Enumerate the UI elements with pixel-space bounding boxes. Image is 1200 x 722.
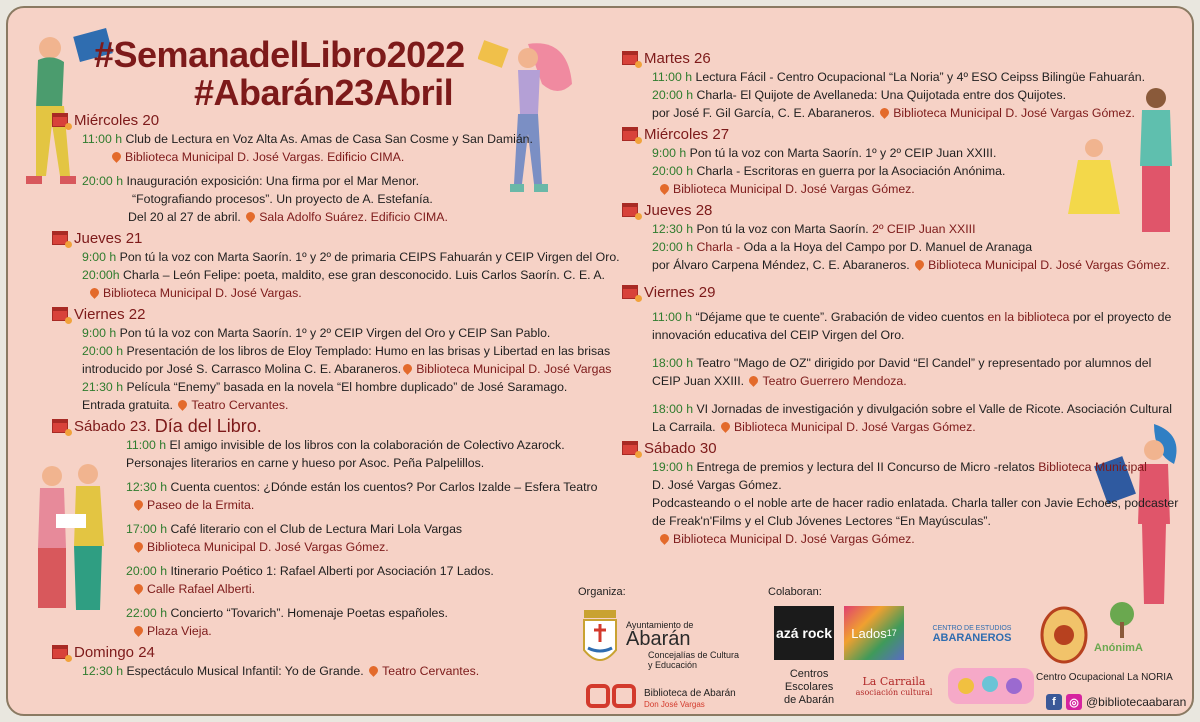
colaboran-label: Colaboran: [768, 586, 822, 598]
event-line: 12:30 h Pon tú la voz con Marta Saorín. 2º CEIP Juan XXIII [652, 222, 976, 236]
event-location: Biblioteca Municipal D. José Vargas. [52, 284, 612, 302]
abaraneros-logo: CENTRO DE ESTUDIOS ABARANEROS [932, 624, 1012, 644]
event-line: 20:00 h Presentación de los libros de Eloy Templado: Humo en las brisas y Libertad en las brisas [82, 344, 611, 358]
location-pin-icon [658, 182, 671, 195]
location-pin-icon [176, 398, 189, 411]
day-heading: Jueves 28 [622, 200, 1182, 220]
event-line: 12:30 h Cuenta cuentos: ¿Dónde están los cuentos? Por Carlos Izalde – Esfera Teatro [126, 480, 598, 494]
event-line: 20:00 h Charla- El Quijote de Avellaneda: Una Quijotada entre dos Quijotes. [652, 88, 1067, 102]
event-line: D. José Vargas Gómez. [652, 478, 782, 492]
ayto-subtitle-2: y Educación [648, 660, 698, 670]
calendar-icon [622, 51, 638, 65]
event-line: por Álvaro Carpena Méndez, C. E. Abaraneros. Biblioteca Municipal D. José Vargas Gómez. [652, 258, 1170, 272]
calendar-icon [52, 645, 68, 659]
event-line: Del 20 al 27 de abril. Sala Adolfo Suárez. Edificio CIMA. [128, 210, 448, 224]
event-line: 19:00 h Entrega de premios y lectura del II Concurso de Micro -relatos Biblioteca Municipal [652, 460, 1147, 474]
ayto-small-text: Ayuntamiento de [626, 620, 694, 630]
event-location: Biblioteca Municipal D. José Vargas. Edificio CIMA. [52, 148, 612, 166]
location-pin-icon [132, 624, 145, 637]
hashtag-title-2: #Abarán23Abril [194, 72, 454, 113]
calendar-icon [622, 203, 638, 217]
location-pin-icon [401, 362, 414, 375]
event-line: 20:00 h Itinerario Poético 1: Rafael Alberti por Asociación 17 Lados. [126, 564, 494, 578]
biblioteca-name: Biblioteca de Abarán [644, 688, 736, 699]
abaran-shield-logo [580, 608, 620, 670]
day-heading: Martes 26 [622, 48, 1182, 68]
biblioteca-logo-icon [586, 682, 638, 710]
event-line: 12:30 h Espectáculo Musical Infantil: Yo de Grande. Teatro Cervantes. [82, 664, 480, 678]
day-heading: Viernes 22 [52, 304, 612, 324]
event-line: 20:00h Charla – León Felipe: poeta, maldito, ese gran desconocido. Luis Carlos Saorín. C. E. A. [82, 268, 605, 282]
location-pin-icon [913, 258, 926, 271]
event-location: Biblioteca Municipal D. José Vargas Gómez. [52, 538, 612, 556]
social-handle: f ◎ @bibliotecaabaran [1046, 694, 1186, 710]
event-line: 9:00 h Pon tú la voz con Marta Saorín. 1º y 2º CEIP Virgen del Oro y CEIP San Pablo. [82, 326, 551, 340]
calendar-icon [52, 307, 68, 321]
hashtag-title-1: #SemanadelLibro2022 [94, 34, 465, 75]
event-line: introducido por José S. Carrasco Molina C. E. Abaraneros. Biblioteca Municipal D. José Vargas [82, 362, 612, 376]
anonima-label: AnónimA [1094, 642, 1143, 654]
event-line: “Fotografiando procesos”. Un proyecto de A. Estefanía. [132, 192, 433, 206]
event-line: innovación educativa del CEIP Virgen del Oro. [652, 328, 905, 342]
event-line: 20:00 h Charla - Oda a la Hoya del Campo por D. Manuel de Aranaga [652, 240, 1033, 254]
centros-escolares-label: Centros Escolares de Abarán [784, 668, 835, 706]
day-heading: Sábado 23. Día del Libro. [52, 416, 612, 436]
location-pin-icon [748, 374, 761, 387]
biblioteca-subtitle: Don José Vargas [644, 700, 705, 709]
facebook-icon: f [1046, 694, 1062, 710]
event-line: 20:00 h Charla - Escritoras en guerra por la Asociación Anónima. [652, 164, 1006, 178]
location-pin-icon [367, 664, 380, 677]
event-location: Calle Rafael Alberti. [52, 580, 612, 598]
event-line: 17:00 h Café literario con el Club de Lectura Mari Lola Vargas [126, 522, 463, 536]
calendar-icon [52, 113, 68, 127]
schedule-right-column [622, 46, 1182, 548]
event-line: de Freak'n'Films y el Club Jóvenes Lectores “En Mayúsculas”. [652, 514, 991, 528]
event-line: 11:00 h El amigo invisible de los libros con la colaboración de Colectivo Azarock. [126, 438, 565, 452]
organiza-label: Organiza: [578, 586, 626, 598]
ayto-subtitle-1: Concejalías de Cultura [648, 650, 740, 660]
event-line: 22:00 h Concierto “Tovarich”. Homenaje Poetas españoles. [126, 606, 448, 620]
event-poster [6, 6, 1194, 716]
event-line: 20:00 h Inauguración exposición: Una firma por el Mar Menor. [82, 174, 419, 188]
event-location: Plaza Vieja. [52, 622, 612, 640]
location-pin-icon [88, 286, 101, 299]
azarock-logo: azá rock [774, 606, 834, 660]
location-pin-icon [132, 540, 145, 553]
day-heading: Viernes 29 [622, 282, 1182, 302]
event-line: 11:00 h Lectura Fácil - Centro Ocupacional “La Noria” y 4º ESO Ceipss Bilingüe Fahuarán. [652, 70, 1145, 84]
event-line: 9:00 h Pon tú la voz con Marta Saorín. 1º y 2º CEIP Juan XXIII. [652, 146, 997, 160]
calendar-icon [52, 231, 68, 245]
event-line: 18:00 h Teatro "Mago de OZ" dirigido por David “El Candel” y representado por alumnos del [652, 356, 1152, 370]
event-line: 11:00 h Club de Lectura en Voz Alta As. Amas de Casa San Cosme y San Damián. [82, 132, 533, 146]
event-location: Biblioteca Municipal D. José Vargas Gómez. [622, 180, 1182, 198]
calendar-icon [52, 419, 68, 433]
location-pin-icon [110, 150, 123, 163]
location-pin-icon [132, 498, 145, 511]
medallion-logo [1038, 606, 1090, 664]
location-pin-icon [878, 106, 891, 119]
event-line: Entrada gratuita. Teatro Cervantes. [82, 398, 289, 412]
event-line: Personajes literarios en carne y hueso por Asoc. Peña Palpelillos. [126, 456, 485, 470]
event-location: Biblioteca Municipal D. José Vargas Gómez. [622, 530, 1182, 548]
anonima-tree-logo [1100, 600, 1144, 640]
event-line: Podcasteando o el noble arte de hacer radio enlatada. Charla taller con Javie Echoes, podcaster [652, 496, 1179, 510]
instagram-icon: ◎ [1066, 694, 1082, 710]
location-pin-icon [719, 420, 732, 433]
event-line: 11:00 h “Déjame que te cuente”. Grabación de video cuentos en la biblioteca por el proyecto de [652, 310, 1172, 324]
location-pin-icon [658, 532, 671, 545]
event-line: La Carraila. Biblioteca Municipal D. José Vargas Gómez. [652, 420, 976, 434]
la-carraila-logo: La Carraila asociación cultural [855, 675, 933, 697]
event-line: 18:00 h VI Jornadas de investigación y divulgación sobre el Valle de Ricote. Asociación Cultural [652, 402, 1172, 416]
event-line: 21:30 h Película “Enemy” basada en la novela “El hombre duplicado” de José Saramago. [82, 380, 568, 394]
day-heading: Jueves 21 [52, 228, 612, 248]
location-pin-icon [132, 582, 145, 595]
event-location: Paseo de la Ermita. [52, 496, 612, 514]
event-line: 9:00 h Pon tú la voz con Marta Saorín. 1º y 2º de primaria CEIPS Fahuarán y CEIP Virgen del Oro. [82, 250, 620, 264]
day-heading: Sábado 30 [622, 438, 1182, 458]
centro-ocupacional-label: Centro Ocupacional La NORIA [1036, 672, 1173, 683]
17-lados-logo: Lados 17 [844, 606, 904, 660]
event-line: por José F. Gil García, C. E. Abaraneros. Biblioteca Municipal D. José Vargas Gómez. [652, 106, 1135, 120]
day-heading: Domingo 24 [52, 642, 612, 662]
calendar-icon [622, 441, 638, 455]
location-pin-icon [244, 210, 257, 223]
schedule-left-column [52, 108, 620, 680]
ayto-name: Abarán [626, 628, 691, 650]
event-line: CEIP Juan XXIII. Teatro Guerrero Mendoza. [652, 374, 907, 388]
calendar-icon [622, 285, 638, 299]
calendar-icon [622, 127, 638, 141]
day-heading: Miércoles 20 [52, 110, 612, 130]
palpelillos-logo [946, 664, 1036, 708]
day-heading: Miércoles 27 [622, 124, 1182, 144]
